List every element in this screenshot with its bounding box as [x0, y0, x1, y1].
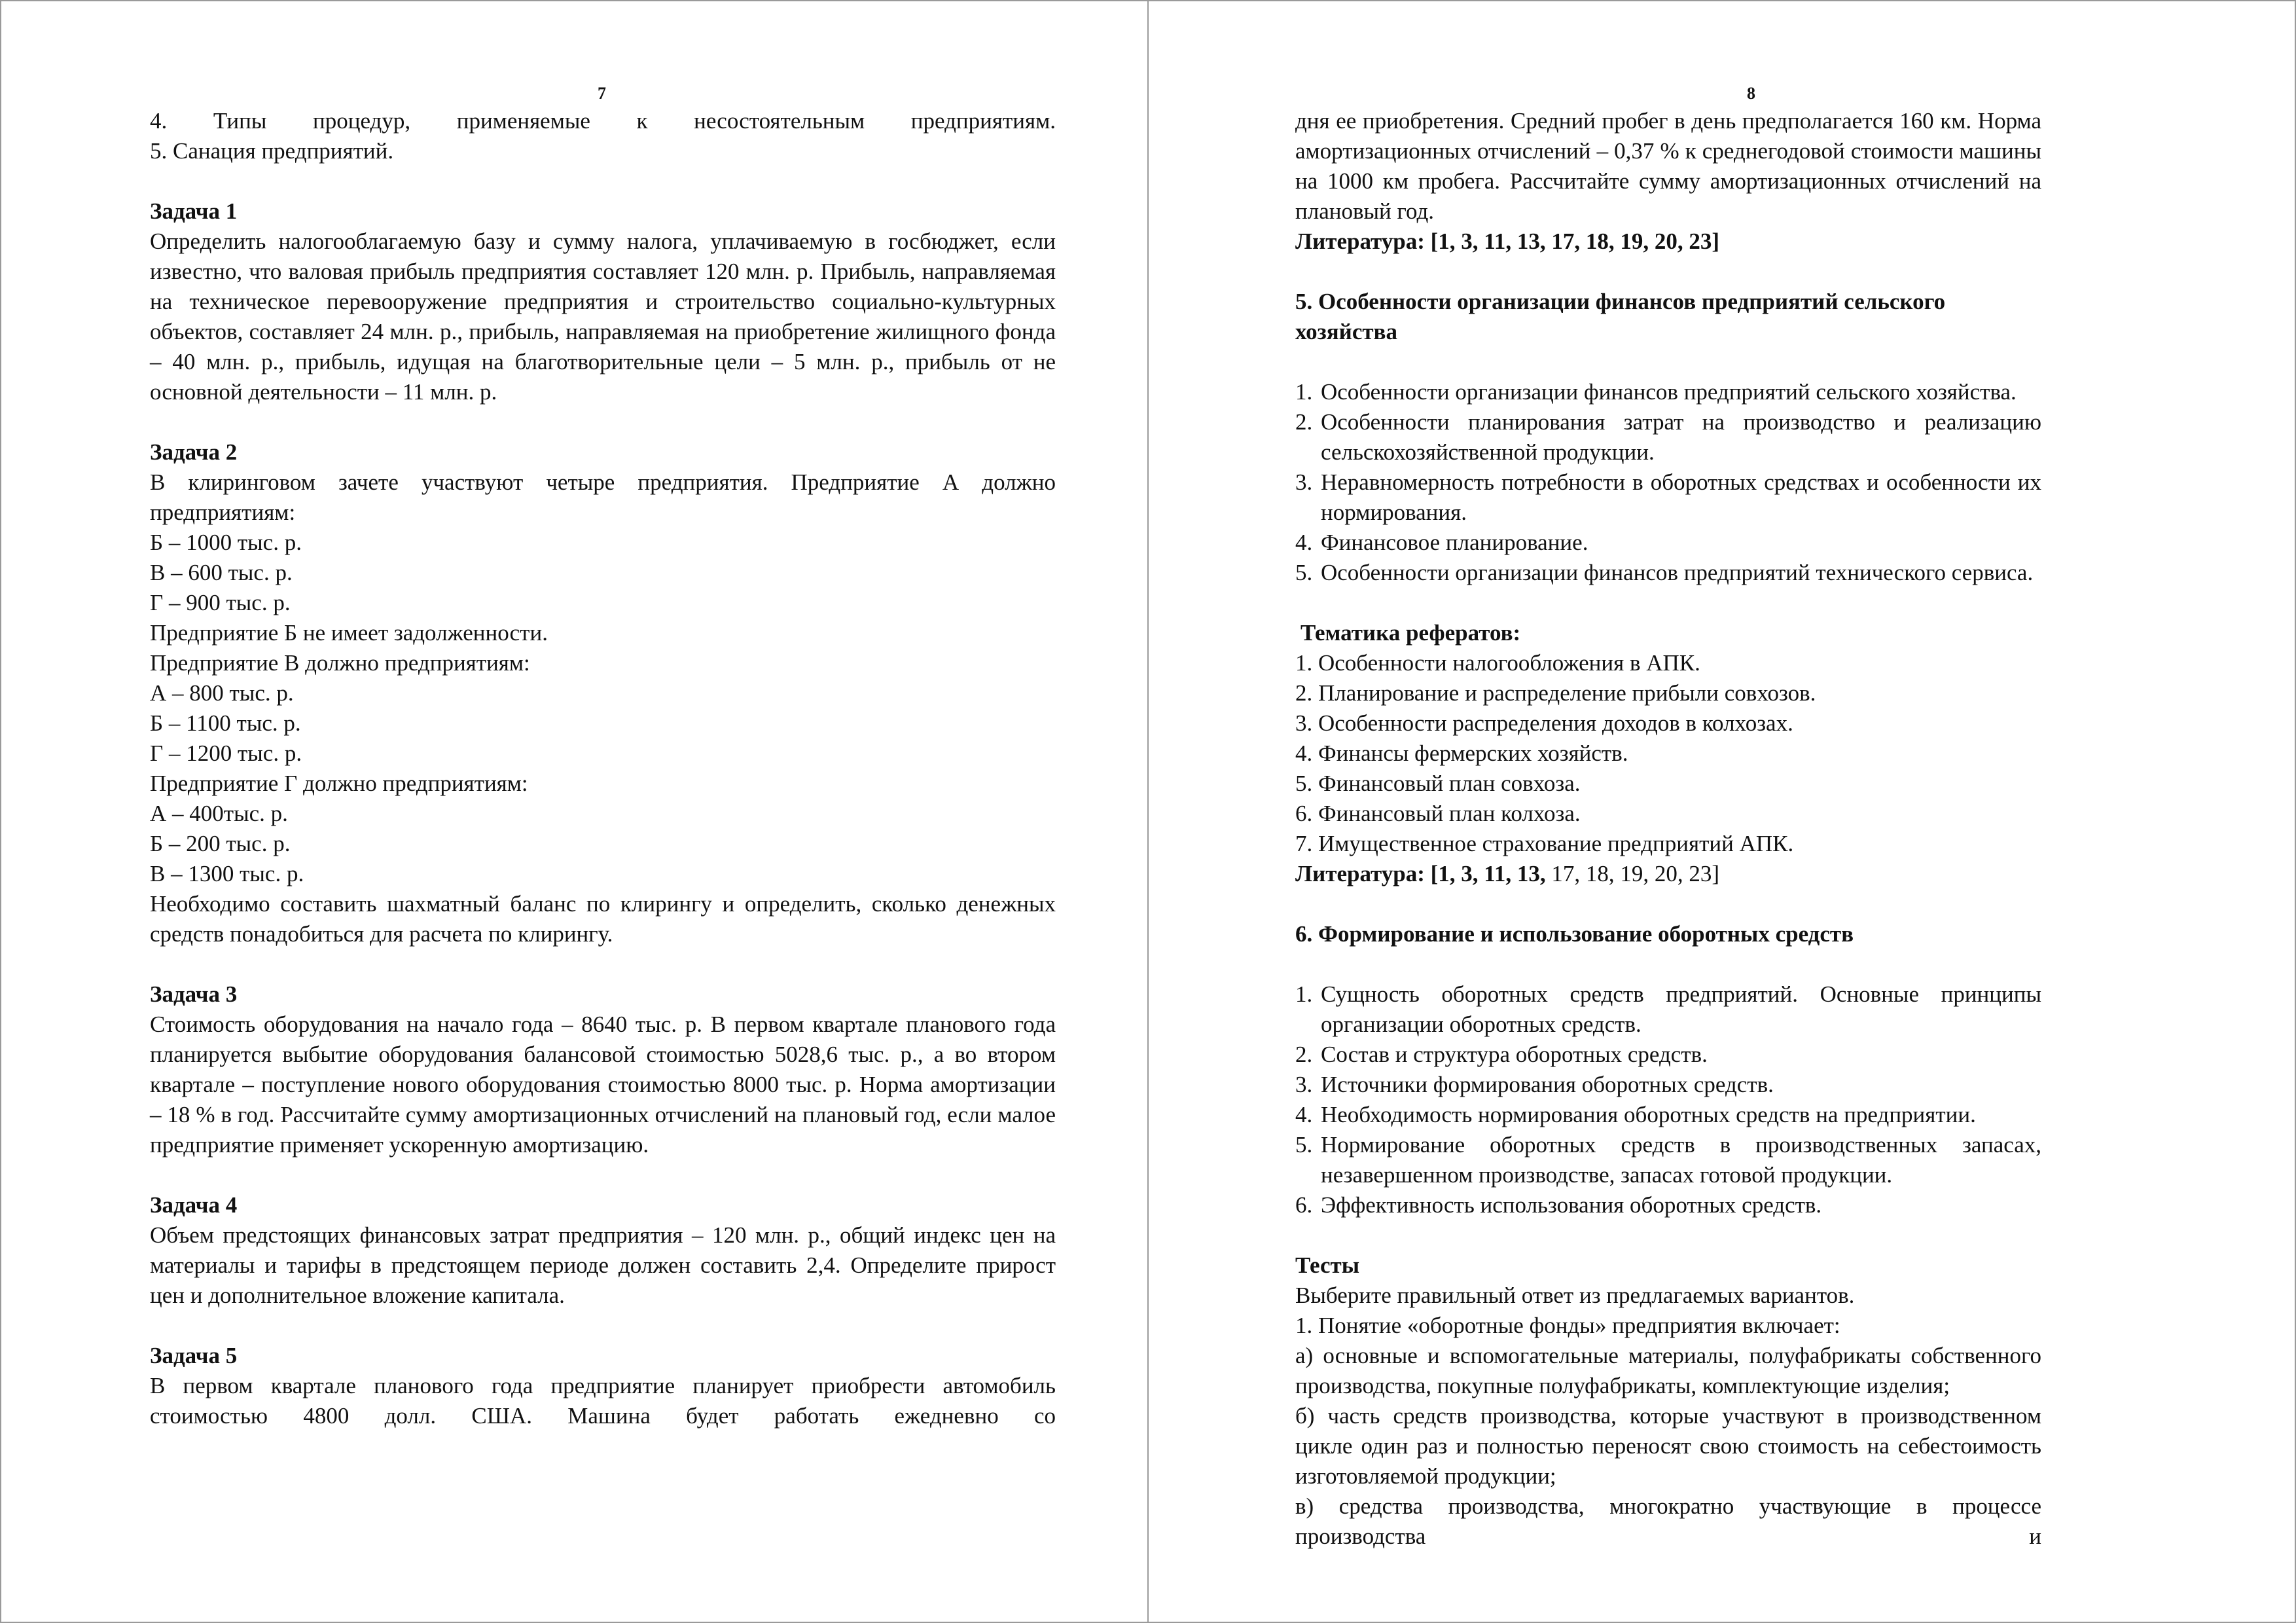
literature-line: Литература: [1, 3, 11, 13, 17, 18, 19, 20, 23] [1295, 228, 1720, 254]
task-line: В – 600 тыс. р. [150, 560, 293, 585]
task-line: А – 400тыс. р. [150, 801, 288, 826]
task-line: Предприятие В должно предприятиям: [150, 650, 530, 676]
page-number: 8 [1747, 84, 1755, 103]
list-item: 5. Нормирование оборотных средств в производственных запасах, незавершенном производстве, запасах готовой продукции. [1295, 1132, 2041, 1188]
referat-item: 3. Особенности распределения доходов в колхозах. [1295, 710, 1793, 736]
task-text: Объем предстоящих финансовых затрат предприятия – 120 млн. р., общий индекс цен на материалы и тарифы в предстоящем периоде должен составить 2,4. Определите прирост цен и дополнительное вложение капитала. [150, 1222, 1056, 1308]
task-line: Б – 1100 тыс. р. [150, 710, 301, 736]
list-item: 5. Особенности организации финансов предприятий технического сервиса. [1295, 560, 2034, 585]
list-item: 2. Состав и структура оборотных средств. [1295, 1042, 1708, 1067]
task-line: Б – 200 тыс. р. [150, 831, 291, 856]
list-item: 1. Особенности организации финансов предприятий сельского хозяйства. [1295, 379, 2017, 405]
list-item: 4. Необходимость нормирования оборотных средств на предприятии. [1295, 1102, 1976, 1127]
intro-item: 5. Санация предприятий. [150, 138, 394, 164]
section-title: 6. Формирование и использование оборотных средств [1295, 921, 1854, 947]
literature-line: Литература: [1, 3, 11, 13, 17, 18, 19, 20, 23] [1295, 861, 1720, 886]
list-item: 3. Неравномерность потребности в оборотных средствах и особенности их нормирования. [1295, 469, 2041, 525]
task-line: В – 1300 тыс. р. [150, 861, 304, 886]
task-title: Задача 2 [150, 439, 238, 465]
task-title: Задача 5 [150, 1343, 238, 1368]
intro-item: 4. Типы процедур, применяемые к несостоятельным предприятиям. [150, 108, 1056, 134]
test-question: 1. Понятие «оборотные фонды» предприятия включает: [1295, 1313, 1840, 1338]
referats-title: Тематика рефератов: [1300, 620, 1521, 646]
referat-item: 6. Финансовый план колхоза. [1295, 801, 1581, 826]
task-text: В первом квартале планового года предприятие планирует приобрести автомобиль стоимостью 4800 долл. США. Машина будет работать ежедневно со [150, 1373, 1056, 1429]
referat-item: 7. Имущественное страхование предприятий АПК. [1295, 831, 1794, 856]
task-title: Задача 3 [150, 981, 238, 1007]
referat-item: 1. Особенности налогообложения в АПК. [1295, 650, 1700, 676]
task-text: Стоимость оборудования на начало года – 8640 тыс. р. В первом квартале планового года планируется выбытие оборудования балансовой стоимостью 5028,6 тыс. р., а во втором квартале – поступление нового оборудования стоимостью 8000 тыс. р. Норма амортизации – 18 % в год. Рассчитайте сумму амортизационных отчислений на плановый год, если малое предприятие применяет ускоренную амортизацию. [150, 1012, 1056, 1158]
section-title: 5. Особенности организации финансов предприятий сельского хозяйства [1295, 289, 1946, 344]
task-line: Предприятие Г должно предприятиям: [150, 771, 528, 796]
referat-item: 5. Финансовый план совхоза. [1295, 771, 1581, 796]
task-line: Г – 900 тыс. р. [150, 590, 291, 615]
tests-title: Тесты [1295, 1252, 1360, 1278]
referat-item: 2. Планирование и распределение прибыли совхозов. [1295, 680, 1816, 706]
section-5-list [1295, 377, 2041, 588]
page-number: 7 [598, 84, 606, 103]
list-item: 6. Эффективность использования оборотных средств. [1295, 1192, 1822, 1218]
list-item: 4. Финансовое планирование. [1295, 530, 1588, 555]
task-line: А – 800 тыс. р. [150, 680, 294, 706]
section-6-list [1295, 979, 2041, 1220]
task-text: Определить налогооблагаемую базу и сумму налога, уплачиваемую в госбюджет, если известно, что валовая прибыль предприятия составляет 120 млн. р. Прибыль, направляемая на техническое перевооружение предприятия и строительство социально-культурных объектов, составляет 24 млн. р., прибыль, направляемая на приобретение жилищного фонда – 40 млн. р., прибыль, идущая на благотворительные цели – 5 млн. р., прибыль от не основной деятельности – 11 млн. р. [150, 228, 1056, 405]
task-line: Б – 1000 тыс. р. [150, 530, 302, 555]
page-8 [1148, 0, 2296, 1623]
task-line: Г – 1200 тыс. р. [150, 740, 302, 766]
referat-item: 4. Финансы фермерских хозяйств. [1295, 740, 1628, 766]
task-title: Задача 1 [150, 198, 238, 224]
test-answer: а) основные и вспомогательные материалы, полуфабрикаты собственного производства, покупные полуфабрикаты, комплектующие изделия; [1295, 1343, 2041, 1398]
task-text: В клиринговом зачете участвуют четыре предприятия. Предприятие А должно предприятиям: [150, 469, 1056, 525]
list-item: 3. Источники формирования оборотных средств. [1295, 1072, 1774, 1097]
page-8-content [1295, 106, 2041, 1552]
page-7-content [150, 106, 1056, 1431]
list-item: 2. Особенности планирования затрат на производство и реализацию сельскохозяйственной продукции. [1295, 409, 2041, 465]
task-continuation: дня ее приобретения. Средний пробег в день предполагается 160 км. Норма амортизационных отчислений – 0,37 % к среднегодовой стоимости машины на 1000 км пробега. Рассчитайте сумму амортизационных отчислений на плановый год. [1295, 108, 2041, 224]
list-item: 1. Сущность оборотных средств предприятий. Основные принципы организации оборотных средств. [1295, 981, 2041, 1037]
tests-instruction: Выберите правильный ответ из предлагаемых вариантов. [1295, 1283, 1855, 1308]
task-title: Задача 4 [150, 1192, 238, 1218]
task-line: Предприятие Б не имеет задолженности. [150, 620, 548, 646]
test-answer: в) средства производства, многократно участвующие в процессе производства и [1295, 1493, 2041, 1549]
task-text: Необходимо составить шахматный баланс по клирингу и определить, сколько денежных средств понадобиться для расчета по клирингу. [150, 891, 1056, 947]
test-answer: б) часть средств производства, которые участвуют в производственном цикле один раз и полностью переносят свою стоимость на себестоимость изготовляемой продукции; [1295, 1403, 2041, 1489]
